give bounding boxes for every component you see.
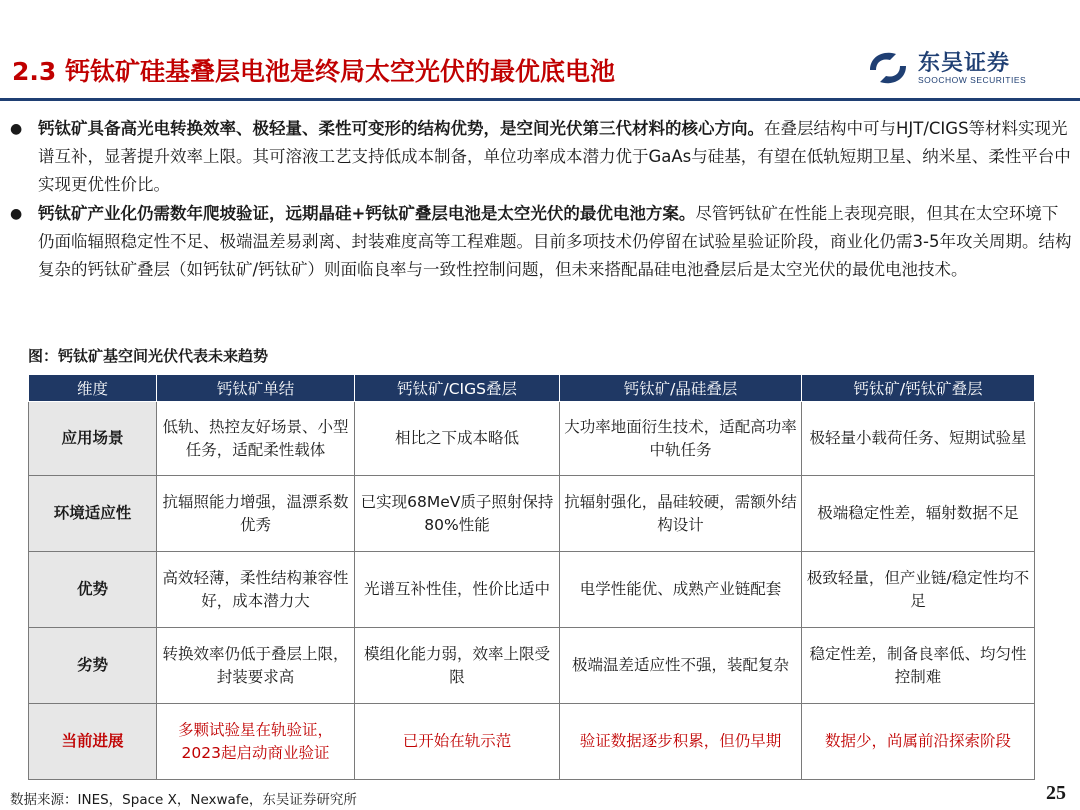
table-row <box>29 704 1035 780</box>
table-cell: 大功率地面衍生技术，适配高功率中轨任务 <box>560 402 802 476</box>
table-cell: 验证数据逐步积累，但仍早期 <box>560 704 802 780</box>
soochow-logo <box>866 46 1066 92</box>
table-cell: 光谱互补性佳，性价比适中 <box>355 552 560 628</box>
row-header: 劣势 <box>29 628 157 704</box>
table-header-row <box>29 375 1035 402</box>
data-source-note: 数据来源：INES，Space X，Nexwafe，东吴证券研究所 <box>10 792 357 808</box>
table-cell: 已实现68MeV质子照射保持80%性能 <box>355 476 560 552</box>
row-header: 优势 <box>29 552 157 628</box>
table-cell: 模组化能力弱，效率上限受限 <box>355 628 560 704</box>
logo-english-text: SOOCHOW SECURITIES <box>918 75 1027 85</box>
row-header: 环境适应性 <box>29 476 157 552</box>
table-cell: 低轨、热控友好场景、小型任务，适配柔性载体 <box>157 402 355 476</box>
table-cell: 电学性能优、成熟产业链配套 <box>560 552 802 628</box>
column-header: 钙钛矿/CIGS叠层 <box>355 375 560 402</box>
bullet-item <box>10 200 1072 284</box>
figure-title: 图：钙钛矿基空间光伏代表未来趋势 <box>28 347 269 365</box>
table-cell: 相比之下成本略低 <box>355 402 560 476</box>
table-cell: 高效轻薄，柔性结构兼容性好，成本潜力大 <box>157 552 355 628</box>
bullet-bold-text: 钙钛矿具备高光电转换效率、极轻量、柔性可变形的结构优势，是空间光伏第三代材料的核心方向。 <box>38 119 764 138</box>
table-cell: 已开始在轨示范 <box>355 704 560 780</box>
row-header: 当前进展 <box>29 704 157 780</box>
table-row <box>29 552 1035 628</box>
header-divider <box>0 98 1080 101</box>
column-header: 维度 <box>29 375 157 402</box>
bullet-item <box>10 115 1072 199</box>
column-header: 钙钛矿/晶硅叠层 <box>560 375 802 402</box>
page-number: 25 <box>1046 782 1066 804</box>
comparison-table <box>28 374 1035 780</box>
table-cell: 极端稳定性差，辐射数据不足 <box>802 476 1035 552</box>
table-row <box>29 628 1035 704</box>
column-header: 钙钛矿单结 <box>157 375 355 402</box>
bullet-text: 在叠层结构中可与HJT/CIGS等材料实现光谱互补，显著提升效率上限。其可溶液工艺支持低成本制备，单位功率成本潜力优于GaAs与硅基，有望在低轨短期卫星、纳米星、柔性平台中实现更优性价比。 <box>38 119 1071 194</box>
table-cell: 极轻量小载荷任务、短期试验星 <box>802 402 1035 476</box>
bullet-text: 尽管钙钛矿在性能上表现亮眼，但其在太空环境下仍面临辐照稳定性不足、极端温差易剥离、封装难度高等工程难题。目前多项技术仍停留在试验星验证阶段，商业化仍需3-5年攻关周期。结构复杂的钙钛矿叠层（如钙钛矿/钙钛矿）则面临良率与一致性控制问题，但未来搭配晶硅电池叠层后是太空光伏的最优电池技术。 <box>38 204 1072 279</box>
table-row <box>29 476 1035 552</box>
logo-chinese-text: 东吴证券 <box>918 51 1011 76</box>
table-cell: 转换效率仍低于叠层上限，封装要求高 <box>157 628 355 704</box>
table-cell: 多颗试验星在轨验证，2023起启动商业验证 <box>157 704 355 780</box>
row-header: 应用场景 <box>29 402 157 476</box>
table-cell: 数据少，尚属前沿探索阶段 <box>802 704 1035 780</box>
bullet-list <box>10 115 1072 285</box>
table-cell: 极端温差适应性不强，装配复杂 <box>560 628 802 704</box>
table-cell: 抗辐射强化，晶硅较硬，需额外结构设计 <box>560 476 802 552</box>
table-cell: 稳定性差，制备良率低、均匀性控制难 <box>802 628 1035 704</box>
bullet-dot-icon: ● <box>10 121 23 137</box>
table-cell: 抗辐照能力增强，温漂系数优秀 <box>157 476 355 552</box>
soochow-logo-mark-icon <box>866 48 910 88</box>
table-row <box>29 402 1035 476</box>
table-cell: 极致轻量，但产业链/稳定性均不足 <box>802 552 1035 628</box>
column-header: 钙钛矿/钙钛矿叠层 <box>802 375 1035 402</box>
bullet-bold-text: 钙钛矿产业化仍需数年爬坡验证，远期晶硅+钙钛矿叠层电池是太空光伏的最优电池方案。 <box>38 204 696 223</box>
page-title: 2.3 钙钛矿硅基叠层电池是终局太空光伏的最优底电池 <box>12 57 615 86</box>
bullet-dot-icon: ● <box>10 206 23 222</box>
